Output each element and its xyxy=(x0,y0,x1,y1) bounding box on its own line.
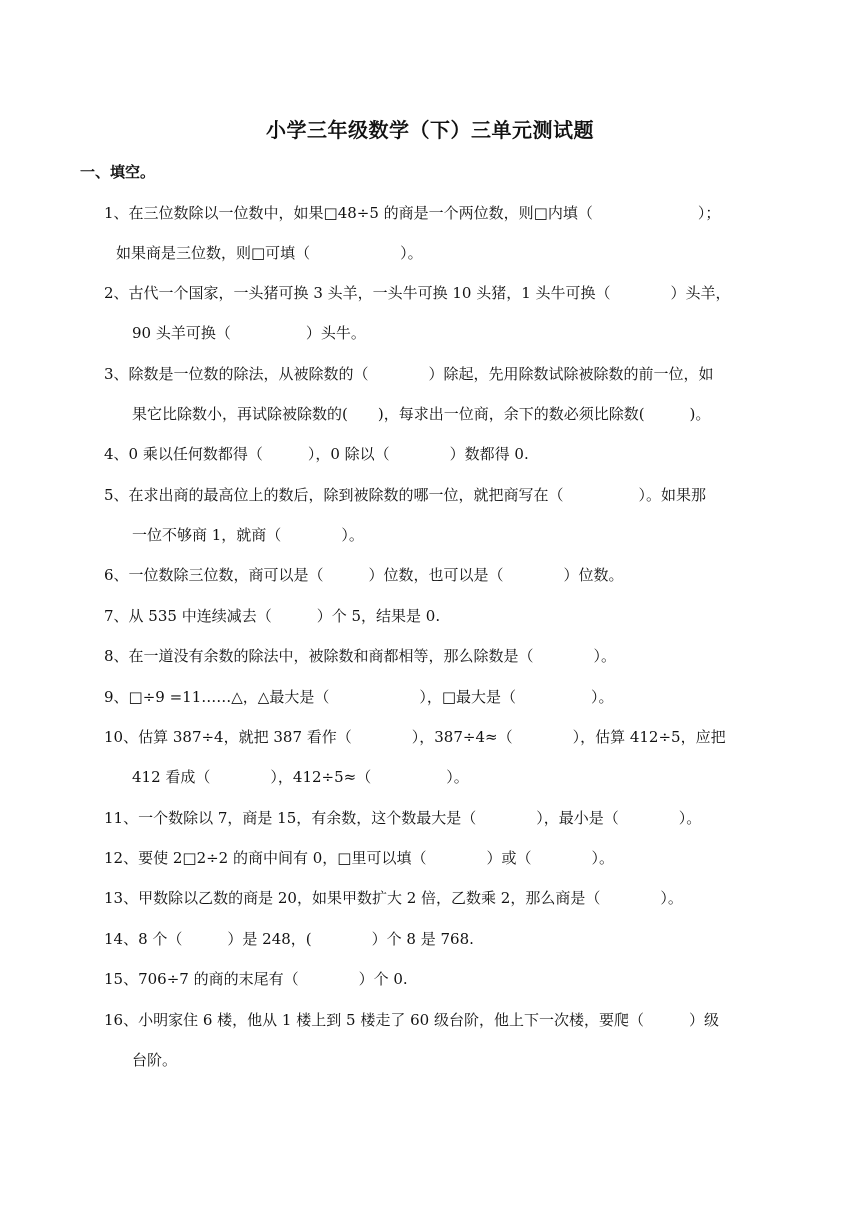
question-16-line-1: 16、小明家住 6 楼，他从 1 楼上到 5 楼走了 60 级台阶，他上下一次楼，要爬（ ）级 xyxy=(104,1011,719,1029)
question-7: 7、从 535 中连续减去（ ）个 5，结果是 0. xyxy=(104,607,441,625)
question-13: 13、甲数除以乙数的商是 20，如果甲数扩大 2 倍，乙数乘 2，那么商是（ ）。 xyxy=(104,889,683,907)
question-14: 14、8 个（ ）是 248，( ）个 8 是 768. xyxy=(104,930,474,948)
question-9: 9、□÷9 =11……△，△最大是（ ），□最大是（ ）。 xyxy=(104,688,614,706)
question-4: 4、0 乘以任何数都得（ ），0 除以（ ）数都得 0. xyxy=(104,445,529,463)
question-6: 6、一位数除三位数，商可以是（ ）位数，也可以是（ ）位数。 xyxy=(104,566,624,584)
question-2-line-2: 90 头羊可换（ ）头牛。 xyxy=(132,324,366,342)
question-1-line-1: 1、在三位数除以一位数中，如果□48÷5 的商是一个两位数，则□内填（ ）； xyxy=(104,204,721,222)
question-5-line-2: 一位不够商 1，就商（ ）。 xyxy=(132,526,364,544)
question-16-line-2: 台阶。 xyxy=(132,1051,178,1069)
section-heading: 一、填空。 xyxy=(80,163,156,181)
question-8: 8、在一道没有余数的除法中，被除数和商都相等，那么除数是（ ）。 xyxy=(104,647,617,665)
question-11: 11、一个数除以 7，商是 15，有余数，这个数最大是（ ），最小是（ ）。 xyxy=(104,809,702,827)
question-10-line-2: 412 看成（ ），412÷5≈（ ）。 xyxy=(132,768,469,786)
question-3-line-2: 果它比除数小，再试除被除数的( )，每求出一位商，余下的数必须比除数( )。 xyxy=(132,405,711,423)
question-3-line-1: 3、除数是一位数的除法，从被除数的（ ）除起，先用除数试除被除数的前一位，如 xyxy=(104,365,714,383)
question-15: 15、706÷7 的商的末尾有（ ）个 0. xyxy=(104,970,408,988)
question-1-line-2: 如果商是三位数，则□可填（ ）。 xyxy=(116,244,423,262)
question-12: 12、要使 2□2÷2 的商中间有 0，□里可以填（ ）或（ ）。 xyxy=(104,849,614,867)
question-2-line-1: 2、古代一个国家，一头猪可换 3 头羊，一头牛可换 10 头猪，1 头牛可换（ ）头羊， xyxy=(104,284,731,302)
question-10-line-1: 10、估算 387÷4，就把 387 看作（ ），387÷4≈（ ），估算 412÷5，应把 xyxy=(104,728,726,746)
page-title: 小学三年级数学（下）三单元测试题 xyxy=(266,118,594,142)
question-5-line-1: 5、在求出商的最高位上的数后，除到被除数的哪一位，就把商写在（ ）。如果那 xyxy=(104,486,707,504)
